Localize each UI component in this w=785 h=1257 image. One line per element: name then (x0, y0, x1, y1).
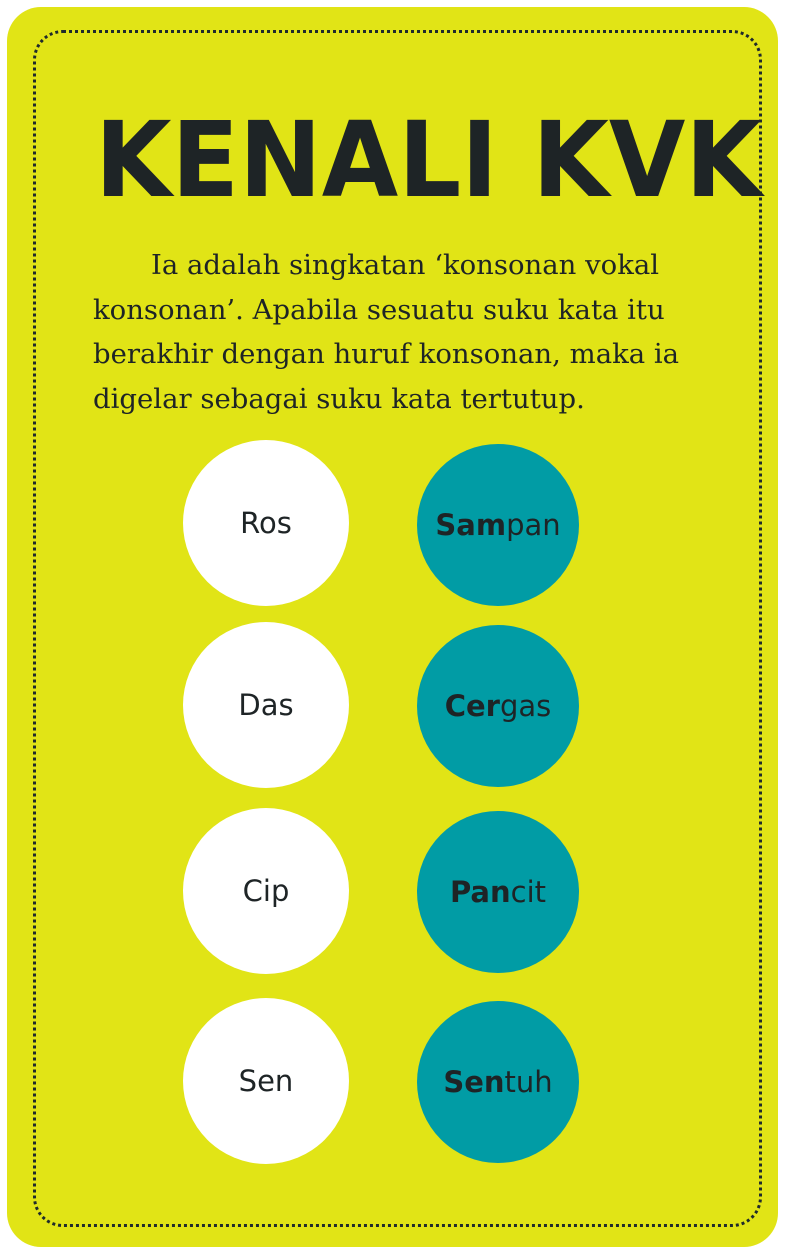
word-circle-sen (183, 998, 349, 1164)
word-label: Das (238, 688, 294, 722)
syllable-bold: Cer (444, 689, 500, 723)
syllable-rest: cit (510, 875, 547, 909)
word-label (445, 689, 552, 723)
syllable-rest: gas (499, 689, 552, 723)
syllable-bold: Sen (443, 1065, 505, 1099)
word-label (450, 875, 546, 909)
word-label: Sen (238, 1064, 294, 1098)
word-label (443, 1065, 552, 1099)
word-label (435, 508, 560, 542)
syllable-bold: Sam (435, 508, 507, 542)
word-circle-cergas (417, 625, 579, 787)
page-title: KENALI KVK (95, 99, 762, 221)
syllable-bold: Pan (449, 875, 511, 909)
syllable-rest: pan (506, 508, 561, 542)
word-circle-das (183, 622, 349, 788)
word-circle-sentuh (417, 1001, 579, 1163)
word-circle-pancit (417, 811, 579, 973)
word-label: Cip (242, 874, 290, 908)
word-circle-ros (183, 440, 349, 606)
syllable-rest: tuh (504, 1065, 553, 1099)
word-label: Ros (240, 506, 292, 540)
word-circle-cip (183, 808, 349, 974)
word-circle-sampan (417, 444, 579, 606)
description-paragraph: Ia adalah singkatan ‘konsonan vokal konsonan’. Apabila sesuatu suku kata itu berakhir dengan huruf konsonan, maka ia digelar sebagai suku kata tertutup. (93, 249, 680, 415)
